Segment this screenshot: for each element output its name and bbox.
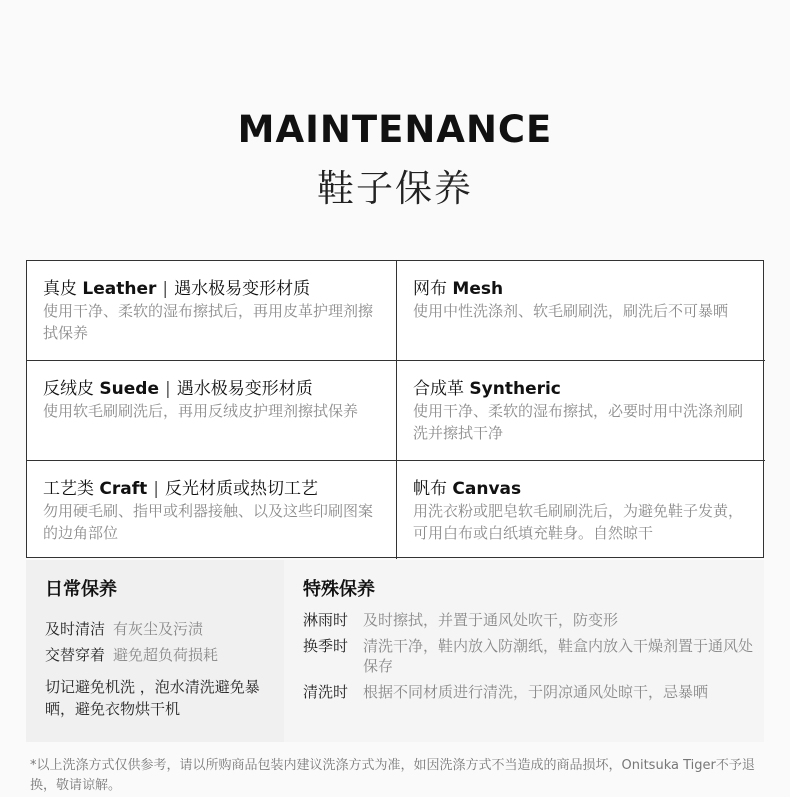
material-heading xyxy=(413,474,765,500)
daily-care-key: 交替穿着 xyxy=(45,646,106,664)
material-name-cn: 真皮 xyxy=(43,279,77,299)
material-name-en: Leather xyxy=(82,279,157,299)
material-heading xyxy=(43,274,396,300)
material-note: 遇水极易变形材质 xyxy=(176,379,313,399)
special-care-item xyxy=(303,636,753,676)
special-care-key: 清洗时 xyxy=(303,683,349,701)
daily-care-value: 避免超负荷损耗 xyxy=(113,646,219,664)
daily-care-key: 及时清洁 xyxy=(45,620,106,638)
material-name-cn: 网布 xyxy=(413,279,447,299)
daily-care-item xyxy=(45,644,280,670)
material-instructions: 勿用硬毛刷、指甲或利器接触、以及这些印刷图案的边角部位 xyxy=(43,502,374,542)
daily-care-item xyxy=(45,618,280,644)
daily-care-warning: 切记避免机洗 ，泡水清洗避免暴晒，避免衣物烘干机 xyxy=(45,678,260,718)
special-care-key: 换季时 xyxy=(303,637,349,655)
special-care-value: 清洗干净，鞋内放入防潮纸，鞋盒内放入干燥剂置于通风处保存 xyxy=(363,637,754,675)
material-name-en: Mesh xyxy=(452,279,504,299)
material-name-cn: 反绒皮 xyxy=(43,379,94,399)
separator: | xyxy=(153,479,159,499)
material-name-en: Syntheric xyxy=(469,379,561,399)
material-heading xyxy=(43,374,396,400)
material-instructions: 用洗衣粉或肥皂软毛刷刷洗后，为避免鞋子发黄，可用白布或白纸填充鞋身。自然晾干 xyxy=(413,502,744,542)
special-care-item xyxy=(303,682,753,702)
care-section xyxy=(26,560,764,742)
daily-care-list xyxy=(45,618,280,720)
separator: | xyxy=(162,279,169,299)
material-heading xyxy=(413,374,765,400)
material-cell-mesh xyxy=(396,261,765,361)
disclaimer-footnote: *以上洗涤方式仅供参考，请以所购商品包装内建议洗涤方式为准，如因洗涤方式不当造成的商品损坏，Onitsuka Tiger不予退换，敬请谅解。 xyxy=(30,758,755,793)
special-care-title: 特殊保养 xyxy=(303,579,375,600)
material-cell-synthetic xyxy=(396,361,765,461)
material-note: 遇水极易变形材质 xyxy=(174,279,311,299)
special-care-item xyxy=(303,610,753,630)
material-heading xyxy=(43,474,396,500)
material-name-en: Canvas xyxy=(452,479,522,499)
material-instructions: 使用软毛刷刷洗后，再用反绒皮护理剂擦拭保养 xyxy=(43,402,359,420)
material-heading xyxy=(413,274,765,300)
material-cell-leather xyxy=(27,261,396,361)
separator: | xyxy=(164,379,171,399)
special-care-value: 根据不同材质进行清洗，于阴凉通风处晾干，忌暴晒 xyxy=(363,683,709,701)
material-instructions: 使用中性洗涤剂、软毛刷刷洗，刷洗后不可暴晒 xyxy=(413,302,729,320)
material-name-en: Craft xyxy=(99,479,148,499)
special-care-list xyxy=(303,610,753,708)
special-care-value: 及时擦拭，并置于通风处吹干，防变形 xyxy=(363,611,619,629)
material-cell-canvas xyxy=(396,461,765,559)
material-name-cn: 工艺类 xyxy=(43,479,94,499)
title-english: MAINTENANCE xyxy=(237,108,553,151)
material-name-en: Suede xyxy=(99,379,159,399)
material-note: 反光材质或热切工艺 xyxy=(165,479,318,499)
material-cell-craft xyxy=(27,461,396,559)
daily-care-panel xyxy=(26,560,284,742)
title-chinese: 鞋子保养 xyxy=(317,167,473,210)
daily-care-title: 日常保养 xyxy=(45,579,117,600)
material-name-cn: 帆布 xyxy=(413,479,447,499)
daily-care-value: 有灰尘及污渍 xyxy=(113,620,204,638)
material-cell-suede xyxy=(27,361,396,461)
material-name-cn: 合成革 xyxy=(413,379,464,399)
material-instructions: 使用干净、柔软的湿布擦拭后，再用皮革护理剂擦拭保养 xyxy=(43,302,374,342)
special-care-key: 淋雨时 xyxy=(303,611,349,629)
special-care-panel xyxy=(284,560,764,742)
material-grid xyxy=(26,260,764,558)
material-instructions: 使用干净、柔软的湿布擦拭，必要时用中洗涤剂刷洗并擦拭干净 xyxy=(413,402,744,442)
